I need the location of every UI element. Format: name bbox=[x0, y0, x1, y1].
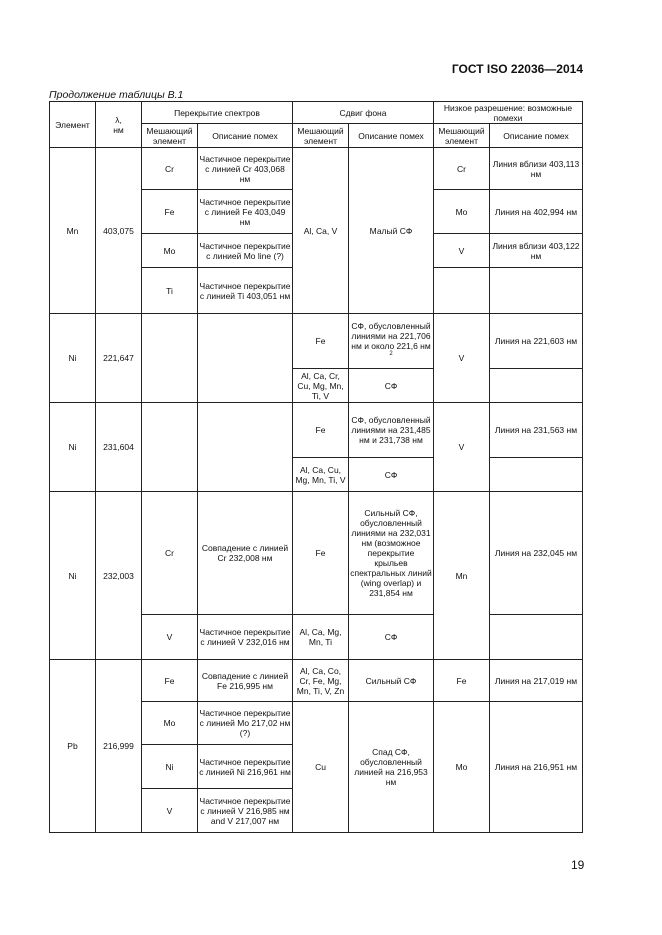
empty-cell bbox=[142, 314, 198, 403]
interfering-element-cell: Mn bbox=[434, 492, 490, 660]
description-cell: Спад СФ, обусловленный линией на 216,953 нм bbox=[349, 702, 434, 833]
subheader-interfering-element: Мешающий элемент bbox=[142, 124, 198, 148]
element-cell: Pb bbox=[50, 660, 96, 833]
interfering-element-cell: Fe bbox=[434, 660, 490, 702]
description-cell: Совпадение с линией Fe 216,995 нм bbox=[198, 660, 293, 702]
table-row bbox=[50, 403, 583, 458]
interfering-element-cell: Cr bbox=[434, 148, 490, 190]
header-lambda: λ, нм bbox=[96, 102, 142, 148]
description-cell: Линия на 217,019 нм bbox=[490, 660, 583, 702]
description-cell: Частичное перекрытие с линией Ti 403,051 нм bbox=[198, 268, 293, 314]
subheader-description: Описание помех bbox=[349, 124, 434, 148]
header-background-shift: Сдвиг фона bbox=[293, 102, 434, 124]
lambda-cell: 221,647 bbox=[96, 314, 142, 403]
interfering-element-cell: Fe bbox=[293, 403, 349, 458]
interfering-element-cell: Ti bbox=[142, 268, 198, 314]
description-cell: Линия на 402,994 нм bbox=[490, 190, 583, 234]
interfering-element-cell: Mo bbox=[434, 190, 490, 234]
description-cell: Частичное перекрытие с линией Fe 403,049 нм bbox=[198, 190, 293, 234]
header-spectral-overlap: Перекрытие спектров bbox=[142, 102, 293, 124]
empty-cell bbox=[142, 403, 198, 492]
interfering-element-cell: Cu bbox=[293, 702, 349, 833]
description-cell: Частичное перекрытие с линией Ni 216,961 нм bbox=[198, 745, 293, 789]
element-cell: Ni bbox=[50, 314, 96, 403]
interfering-element-cell: Al, Ca, Mg, Mn, Ti bbox=[293, 615, 349, 660]
description-cell: Частичное перекрытие с линией Mo 217,02 нм (?) bbox=[198, 702, 293, 745]
header-element: Элемент bbox=[50, 102, 96, 148]
lambda-cell: 232,003 bbox=[96, 492, 142, 660]
lambda-cell: 216,999 bbox=[96, 660, 142, 833]
interfering-element-cell: V bbox=[142, 615, 198, 660]
lambda-cell: 403,075 bbox=[96, 148, 142, 314]
interfering-element-cell: Al, Ca, Cu, Mg, Mn, Ti, V bbox=[293, 458, 349, 492]
table-caption: Продолжение таблицы В.1 bbox=[49, 89, 184, 101]
description-cell: Линия на 221,603 нм bbox=[490, 314, 583, 369]
empty-cell bbox=[198, 314, 293, 403]
interfering-element-cell: V bbox=[434, 234, 490, 268]
element-cell: Ni bbox=[50, 492, 96, 660]
interfering-element-cell: Fe bbox=[293, 492, 349, 615]
subheader-interfering-element: Мешающий элемент bbox=[293, 124, 349, 148]
element-cell: Mn bbox=[50, 148, 96, 314]
interfering-element-cell: Fe bbox=[293, 314, 349, 369]
interfering-element-cell: Mo bbox=[142, 702, 198, 745]
description-cell: Линия на 216,951 нм bbox=[490, 702, 583, 833]
interfering-element-cell: Cr bbox=[142, 148, 198, 190]
description-cell: Линия на 231,563 нм bbox=[490, 403, 583, 458]
description-cell: СФ, обусловленный линиями на 231,485 нм и 231,738 нм bbox=[349, 403, 434, 458]
description-cell: Линия вблизи 403,113 нм bbox=[490, 148, 583, 190]
description-cell: Частичное перекрытие с линией V 232,016 нм bbox=[198, 615, 293, 660]
description-cell: СФ, обусловленный линиями на 221,706 нм и около 221,6 нм $^2$ bbox=[349, 314, 434, 369]
table-row bbox=[50, 314, 583, 369]
interfering-element-cell: Mo bbox=[434, 702, 490, 833]
interfering-element-cell: V bbox=[434, 314, 490, 403]
description-cell: Частичное перекрытие с линией V 216,985 нм and V 217,007 нм bbox=[198, 789, 293, 833]
description-cell: Частичное перекрытие с линией Mo line (?) bbox=[198, 234, 293, 268]
description-cell: Частичное перекрытие с линией Cr 403,068 нм bbox=[198, 148, 293, 190]
interfering-element-cell: Cr bbox=[142, 492, 198, 615]
document-header: ГОСТ ISO 22036—2014 bbox=[451, 62, 583, 76]
lambda-cell: 231,604 bbox=[96, 403, 142, 492]
description-cell: Сильный СФ, обусловленный линиями на 232,031 нм (возможное перекрытие крыльев спектральных линий (wing overlap) и 231,854 нм bbox=[349, 492, 434, 615]
interfering-element-cell: Ni bbox=[142, 745, 198, 789]
interfering-element-cell: Al, Ca, V bbox=[293, 148, 349, 314]
empty-cell bbox=[490, 369, 583, 403]
description-cell: Линия на 232,045 нм bbox=[490, 492, 583, 615]
interfering-element-cell: Al, Ca, Cr, Cu, Mg, Mn, Ti, V bbox=[293, 369, 349, 403]
description-cell: Совпадение с линией Cr 232,008 нм bbox=[198, 492, 293, 615]
element-cell: Ni bbox=[50, 403, 96, 492]
subheader-interfering-element: Мешающий элемент bbox=[434, 124, 490, 148]
interfering-element-cell: Mo bbox=[142, 234, 198, 268]
subheader-description: Описание помех bbox=[198, 124, 293, 148]
interference-table bbox=[49, 101, 583, 833]
interfering-element-cell: V bbox=[142, 789, 198, 833]
header-low-resolution: Низкое разрешение: возможные помехи bbox=[434, 102, 583, 124]
empty-cell bbox=[434, 268, 490, 314]
description-cell: Сильный СФ bbox=[349, 660, 434, 702]
interfering-element-cell: Fe bbox=[142, 660, 198, 702]
empty-cell bbox=[490, 458, 583, 492]
description-cell: Малый СФ bbox=[349, 148, 434, 314]
empty-cell bbox=[490, 615, 583, 660]
description-cell: СФ bbox=[349, 369, 434, 403]
description-cell: СФ bbox=[349, 615, 434, 660]
empty-cell bbox=[490, 268, 583, 314]
interfering-element-cell: Al, Ca, Co, Cr, Fe, Mg, Mn, Ti, V, Zn bbox=[293, 660, 349, 702]
subheader-description: Описание помех bbox=[490, 124, 583, 148]
description-cell: Линия вблизи 403,122 нм bbox=[490, 234, 583, 268]
interfering-element-cell: Fe bbox=[142, 190, 198, 234]
table-row bbox=[50, 148, 583, 190]
interfering-element-cell: V bbox=[434, 403, 490, 492]
table-row bbox=[50, 660, 583, 702]
empty-cell bbox=[198, 403, 293, 492]
header-row bbox=[50, 102, 583, 124]
description-cell: СФ bbox=[349, 458, 434, 492]
page-number: 19 bbox=[571, 858, 585, 872]
table-row bbox=[50, 492, 583, 615]
